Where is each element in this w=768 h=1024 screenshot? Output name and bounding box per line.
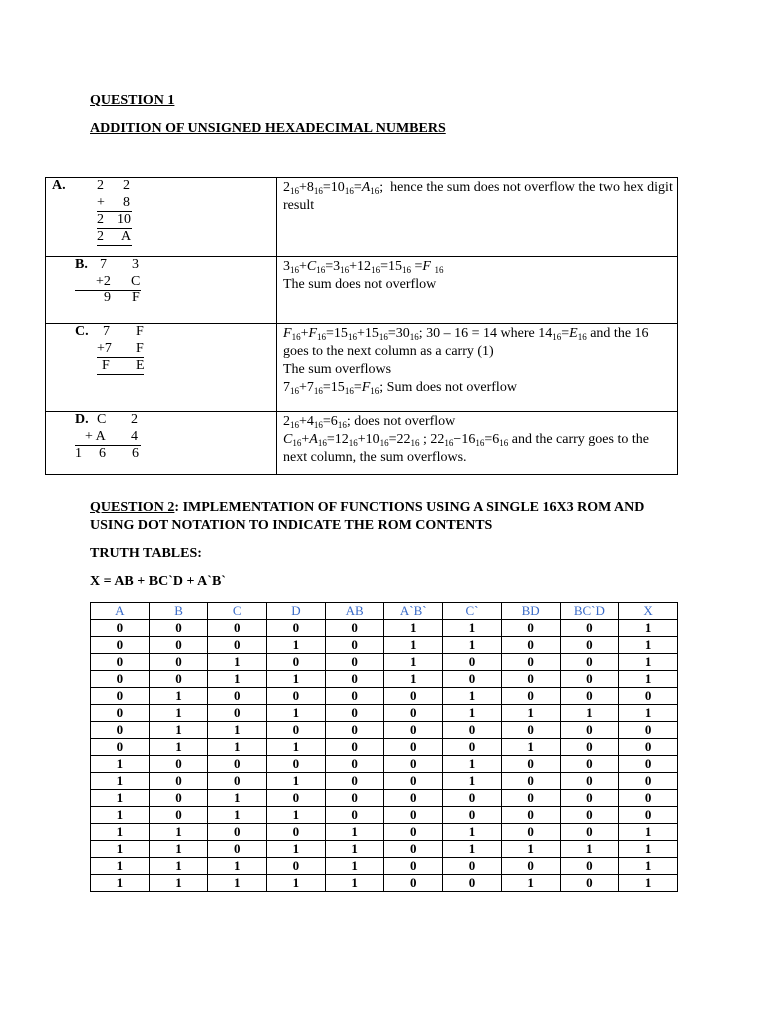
truth-table-header <box>91 603 678 620</box>
table-row <box>91 705 678 722</box>
calc-digit: 7 <box>100 257 107 272</box>
table-cell: 0 <box>501 671 560 688</box>
table-cell: 0 <box>208 620 267 637</box>
table-cell: 1 <box>208 722 267 739</box>
table-cell: 1 <box>267 739 326 756</box>
table-cell: 1 <box>443 773 502 790</box>
sum-line <box>97 374 144 375</box>
table-cell: 0 <box>91 620 150 637</box>
table-row <box>91 688 678 705</box>
table-cell: 1 <box>501 705 560 722</box>
table-cell: 0 <box>384 858 443 875</box>
table-cell: 0 <box>149 654 208 671</box>
table-cell: 1 <box>384 620 443 637</box>
table-cell: 0 <box>384 722 443 739</box>
table-cell: 0 <box>91 739 150 756</box>
table-row <box>46 412 678 475</box>
table-cell: 0 <box>208 824 267 841</box>
table-cell: 1 <box>267 671 326 688</box>
table-cell: 1 <box>619 858 678 875</box>
table-cell: 0 <box>267 620 326 637</box>
table-cell: 1 <box>208 739 267 756</box>
table-cell: 0 <box>560 875 619 892</box>
table-cell: 1 <box>91 841 150 858</box>
table-cell: 1 <box>208 790 267 807</box>
table-cell: 0 <box>384 824 443 841</box>
table-cell: 1 <box>208 671 267 688</box>
calc-digit: 2 <box>123 178 130 193</box>
table-cell: 0 <box>384 705 443 722</box>
table-cell: 0 <box>384 773 443 790</box>
table-cell: 0 <box>384 807 443 824</box>
table-cell: 0 <box>560 688 619 705</box>
table-cell: 1 <box>267 807 326 824</box>
table-cell: 0 <box>91 722 150 739</box>
table-cell: 1 <box>619 671 678 688</box>
calc-digit: F <box>102 358 110 373</box>
calc-digit: +2 <box>96 274 111 289</box>
explanation-line: $F_{16}+F_{16}=15_{16}+15_{16}=30_{16}$; 30 – 16 = 14 where $14_{16}=E_{16}$ and the 16 goes to the next column as a carry (1) <box>283 326 649 359</box>
table-cell: 1 <box>208 858 267 875</box>
table-cell: 0 <box>501 637 560 654</box>
truth-table <box>90 602 678 892</box>
table-cell: 1 <box>443 688 502 705</box>
table-row <box>91 807 678 824</box>
table-cell: 0 <box>619 807 678 824</box>
calc-digit: + A <box>85 429 106 444</box>
table-row <box>91 858 678 875</box>
table-cell: 1 <box>443 756 502 773</box>
column-header: A <box>91 603 150 620</box>
table-cell: 1 <box>91 875 150 892</box>
table-cell: 0 <box>325 671 384 688</box>
table-cell: 0 <box>619 722 678 739</box>
table-cell: 1 <box>619 875 678 892</box>
table-cell: 0 <box>501 773 560 790</box>
calc-digit: 6 <box>132 446 139 461</box>
table-cell: 0 <box>325 807 384 824</box>
column-header: BC`D <box>560 603 619 620</box>
table-cell: 1 <box>149 688 208 705</box>
table-cell: 1 <box>91 824 150 841</box>
table-row <box>91 671 678 688</box>
calc-digit: 1 <box>75 446 82 461</box>
table-cell: 1 <box>267 875 326 892</box>
table-cell: 0 <box>501 858 560 875</box>
table-cell: 1 <box>619 705 678 722</box>
table-row <box>91 875 678 892</box>
calc-digit: 2 <box>131 412 138 427</box>
q2-title <box>90 500 644 516</box>
table-cell: 0 <box>384 790 443 807</box>
q1-title: QUESTION 1 <box>90 93 175 108</box>
table-cell: 0 <box>443 807 502 824</box>
table-cell: 0 <box>384 756 443 773</box>
table-cell: 0 <box>325 756 384 773</box>
table-cell: 0 <box>267 790 326 807</box>
table-row <box>91 773 678 790</box>
table-cell: 1 <box>149 858 208 875</box>
truth-tables-label: TRUTH TABLES: <box>90 546 202 561</box>
calc-digit: 3 <box>132 257 139 272</box>
table-cell: 0 <box>208 705 267 722</box>
explanation-line: $C_{16}+A_{16}=12_{16}+10_{16}=22_{16}$ ; $22_{16}-16_{16}=6_{16}$ and the carry goes to the next column, the sum overflows. <box>283 432 649 465</box>
table-cell: 1 <box>619 824 678 841</box>
table-cell: 0 <box>208 756 267 773</box>
calc-digit: 2 <box>97 229 104 244</box>
row-label: C. <box>75 324 89 339</box>
table-row <box>91 722 678 739</box>
table-cell: 1 <box>267 773 326 790</box>
explanation-cell-a <box>277 178 678 257</box>
table-row <box>46 178 678 257</box>
table-row <box>46 324 678 412</box>
table-cell: 0 <box>443 671 502 688</box>
table-cell: 0 <box>560 722 619 739</box>
table-cell: 1 <box>384 654 443 671</box>
table-cell: 0 <box>560 739 619 756</box>
calc-digit: 2 <box>97 212 104 227</box>
column-header: D <box>267 603 326 620</box>
table-cell: 0 <box>384 875 443 892</box>
table-cell: 0 <box>267 688 326 705</box>
table-cell: 0 <box>443 722 502 739</box>
table-cell: 0 <box>560 756 619 773</box>
table-row <box>91 739 678 756</box>
column-header: C <box>208 603 267 620</box>
table-cell: 1 <box>619 841 678 858</box>
truth-table-body <box>91 620 678 892</box>
q2-title-rest: : IMPLEMENTATION OF FUNCTIONS USING A SINGLE 16X3 ROM AND <box>174 500 645 515</box>
table-cell: 0 <box>149 620 208 637</box>
table-cell: 1 <box>91 858 150 875</box>
table-cell: 0 <box>325 654 384 671</box>
q2-title-prefix: QUESTION 2 <box>90 500 175 515</box>
table-cell: 0 <box>208 773 267 790</box>
table-cell: 1 <box>91 756 150 773</box>
table-cell: 0 <box>560 620 619 637</box>
calc-cell-b <box>46 257 277 324</box>
table-cell: 0 <box>325 620 384 637</box>
q1-subtitle: ADDITION OF UNSIGNED HEXADECIMAL NUMBERS <box>90 121 446 136</box>
table-cell: 0 <box>208 637 267 654</box>
table-cell: 0 <box>560 858 619 875</box>
table-cell: 0 <box>619 739 678 756</box>
table-cell: 0 <box>325 637 384 654</box>
table-cell: 1 <box>443 637 502 654</box>
table-cell: 0 <box>325 790 384 807</box>
table-cell: 0 <box>443 858 502 875</box>
calc-digit: C <box>131 274 141 289</box>
table-cell: 0 <box>560 790 619 807</box>
table-cell: 0 <box>619 773 678 790</box>
table-cell: 0 <box>149 756 208 773</box>
table-cell: 0 <box>91 688 150 705</box>
table-row <box>91 756 678 773</box>
calc-digit: C <box>97 412 107 427</box>
calc-digit: A <box>121 229 132 244</box>
table-cell: 0 <box>149 807 208 824</box>
table-cell: 1 <box>443 824 502 841</box>
explanation-line: The sum overflows <box>283 362 392 377</box>
calc-digit: F <box>136 341 144 356</box>
table-cell: 0 <box>560 654 619 671</box>
explanation-cell-d <box>277 412 678 475</box>
table-row <box>91 841 678 858</box>
table-cell: 0 <box>325 688 384 705</box>
table-cell: 0 <box>443 739 502 756</box>
calc-digit: + <box>97 195 105 210</box>
table-cell: 0 <box>560 671 619 688</box>
table-cell: 0 <box>501 756 560 773</box>
table-row <box>91 824 678 841</box>
table-cell: 1 <box>443 620 502 637</box>
sum-line <box>97 245 132 246</box>
table-cell: 0 <box>560 637 619 654</box>
table-row <box>91 637 678 654</box>
table-cell: 0 <box>384 739 443 756</box>
table-row <box>91 790 678 807</box>
table-cell: 0 <box>560 824 619 841</box>
q2-title-line2: USING DOT NOTATION TO INDICATE THE ROM CONTENTS <box>90 518 493 533</box>
table-cell: 0 <box>619 756 678 773</box>
column-header: C` <box>443 603 502 620</box>
table-cell: 0 <box>149 671 208 688</box>
table-cell: 1 <box>149 705 208 722</box>
table-cell: 1 <box>91 790 150 807</box>
calc-digit: 2 <box>97 178 104 193</box>
table-row <box>46 257 678 324</box>
table-cell: 0 <box>325 739 384 756</box>
table-cell: 1 <box>149 739 208 756</box>
table-cell: 0 <box>501 722 560 739</box>
column-header: A`B` <box>384 603 443 620</box>
table-cell: 1 <box>619 654 678 671</box>
table-cell: 1 <box>267 841 326 858</box>
table-cell: 1 <box>208 875 267 892</box>
table-cell: 0 <box>267 824 326 841</box>
calc-cell-d <box>46 412 277 475</box>
table-cell: 0 <box>267 722 326 739</box>
row-label: A. <box>52 178 66 193</box>
table-cell: 0 <box>149 637 208 654</box>
table-cell: 1 <box>91 807 150 824</box>
table-cell: 1 <box>619 620 678 637</box>
table-cell: 0 <box>384 688 443 705</box>
table-cell: 1 <box>501 875 560 892</box>
table-cell: 0 <box>91 671 150 688</box>
table-cell: 0 <box>208 841 267 858</box>
table-cell: 1 <box>208 807 267 824</box>
table-cell: 0 <box>149 773 208 790</box>
table-cell: 0 <box>443 654 502 671</box>
explanation-line: $2_{16}+8_{16}=10_{16}=A_{16}$; hence the sum does not overflow the two hex digit result <box>283 180 673 213</box>
explanation-cell-c <box>277 324 678 412</box>
table-cell: 0 <box>325 773 384 790</box>
table-cell: 0 <box>267 654 326 671</box>
table-cell: 1 <box>149 722 208 739</box>
table-cell: 0 <box>501 807 560 824</box>
boolean-equation: X = AB + BC`D + A`B` <box>90 574 226 589</box>
table-cell: 1 <box>325 841 384 858</box>
calc-digit: 10 <box>117 212 131 227</box>
calc-digit: 6 <box>99 446 106 461</box>
table-cell: 0 <box>325 722 384 739</box>
table-cell: 1 <box>267 637 326 654</box>
table-cell: 1 <box>384 671 443 688</box>
row-label: D. <box>75 412 89 427</box>
table-cell: 1 <box>501 841 560 858</box>
calc-digit: F <box>136 324 144 339</box>
table-cell: 0 <box>501 654 560 671</box>
table-cell: 1 <box>208 654 267 671</box>
column-header: BD <box>501 603 560 620</box>
explanation-line: $2_{16}+4_{16}=6_{16}$; does not overflow <box>283 414 456 430</box>
calc-digit: 9 <box>104 290 111 305</box>
table-cell: 0 <box>501 620 560 637</box>
explanation-line: The sum does not overflow <box>283 277 437 292</box>
table-cell: 1 <box>325 824 384 841</box>
table-cell: 1 <box>149 841 208 858</box>
table-cell: 1 <box>443 841 502 858</box>
table-cell: 0 <box>443 875 502 892</box>
column-header: X <box>619 603 678 620</box>
table-cell: 0 <box>619 688 678 705</box>
table-cell: 1 <box>325 858 384 875</box>
calc-digit: +7 <box>97 341 112 356</box>
table-cell: 0 <box>208 688 267 705</box>
table-cell: 1 <box>384 637 443 654</box>
table-cell: 0 <box>91 654 150 671</box>
explanation-line: $7_{16}+7_{16}=15_{16}=F_{16}$; Sum does not overflow <box>283 380 517 396</box>
table-cell: 0 <box>501 790 560 807</box>
explanation-cell-b <box>277 257 678 324</box>
calc-digit: E <box>136 358 145 373</box>
table-cell: 0 <box>267 756 326 773</box>
table-cell: 0 <box>560 807 619 824</box>
table-cell: 0 <box>619 790 678 807</box>
table-cell: 0 <box>501 824 560 841</box>
table-cell: 1 <box>149 824 208 841</box>
table-cell: 0 <box>91 637 150 654</box>
table-cell: 1 <box>91 773 150 790</box>
calc-cell-a <box>46 178 277 257</box>
calc-digit: 4 <box>131 429 138 444</box>
hex-addition-table <box>45 177 678 475</box>
row-label: B. <box>75 257 88 272</box>
table-cell: 0 <box>325 705 384 722</box>
table-cell: 0 <box>443 790 502 807</box>
table-cell: 0 <box>267 858 326 875</box>
column-header: B <box>149 603 208 620</box>
table-cell: 0 <box>91 705 150 722</box>
table-cell: 1 <box>149 875 208 892</box>
explanation-line: $3_{16}+C_{16}=3_{16}+12_{16}=15_{16} =F$ $_{16}$ <box>283 259 444 275</box>
table-row <box>91 620 678 637</box>
table-cell: 0 <box>384 841 443 858</box>
table-cell: 1 <box>619 637 678 654</box>
table-cell: 1 <box>560 705 619 722</box>
table-cell: 1 <box>501 739 560 756</box>
table-cell: 1 <box>560 841 619 858</box>
calc-digit: 8 <box>123 195 130 210</box>
table-cell: 0 <box>501 688 560 705</box>
table-cell: 1 <box>267 705 326 722</box>
table-cell: 1 <box>325 875 384 892</box>
table-cell: 0 <box>560 773 619 790</box>
calc-digit: F <box>132 290 140 305</box>
table-cell: 1 <box>443 705 502 722</box>
calc-digit: 7 <box>103 324 110 339</box>
table-row <box>91 654 678 671</box>
column-header: AB <box>325 603 384 620</box>
table-cell: 0 <box>149 790 208 807</box>
calc-cell-c <box>46 324 277 412</box>
